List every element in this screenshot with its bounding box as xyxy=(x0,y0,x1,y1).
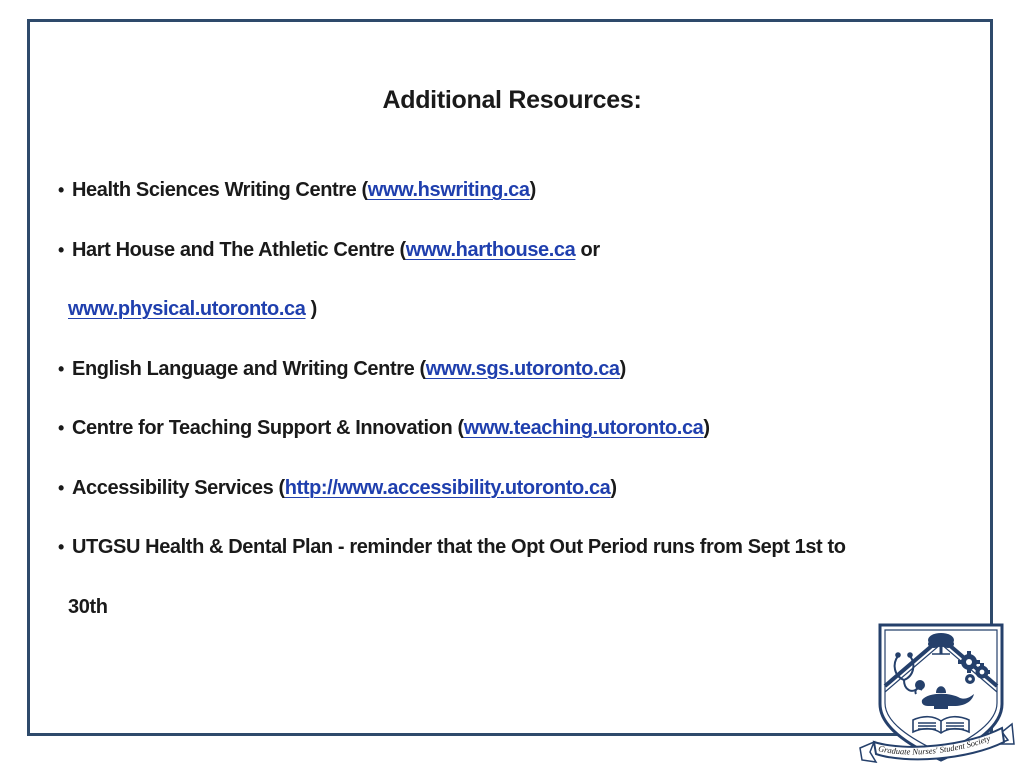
resource-suffix: ) xyxy=(529,179,536,201)
resource-list xyxy=(58,170,846,646)
resource-item-hswriting xyxy=(58,170,846,230)
resource-label: English Language and Writing Centre ( xyxy=(72,357,426,380)
bullet: • xyxy=(58,477,64,498)
society-crest-logo xyxy=(856,620,1016,768)
resource-label: 30th xyxy=(68,595,108,618)
resource-suffix: ) xyxy=(610,476,617,499)
resource-item-harthouse xyxy=(58,230,846,290)
resource-suffix: ) xyxy=(619,357,626,380)
bullet: • xyxy=(58,358,64,379)
resource-label: UTGSU Health & Dental Plan - reminder that the Opt Out Period runs from Sept 1st to xyxy=(72,536,846,558)
resource-suffix: ) xyxy=(703,417,710,439)
bullet: • xyxy=(58,239,64,260)
resource-label: Accessibility Services ( xyxy=(72,476,285,499)
resource-item-ctsi xyxy=(58,408,846,468)
resource-item-physical xyxy=(58,289,846,349)
resource-label: Hart House and The Athletic Centre ( xyxy=(72,238,406,261)
resource-label: Centre for Teaching Support & Innovation ( xyxy=(72,417,464,439)
resource-item-accessibility xyxy=(58,468,846,528)
resource-suffix: ) xyxy=(305,298,317,320)
teaching-link[interactable]: www.teaching.utoronto.ca xyxy=(463,417,704,439)
physical-link[interactable]: www.physical.utoronto.ca xyxy=(68,298,306,320)
resource-item-utgsu xyxy=(58,527,846,587)
bullet: • xyxy=(58,537,64,557)
bullet: • xyxy=(58,180,64,200)
resource-item-utgsu-cont xyxy=(58,587,846,647)
harthouse-link[interactable]: www.harthouse.ca xyxy=(405,238,576,261)
hswriting-link[interactable]: www.hswriting.ca xyxy=(367,179,530,201)
resource-suffix: or xyxy=(575,238,600,261)
accessibility-link[interactable]: http://www.accessibility.utoronto.ca xyxy=(284,476,611,499)
banner-text: Graduate Nurses' Student Society xyxy=(877,732,992,757)
slide-title: Additional Resources: xyxy=(382,86,642,114)
resource-item-ellwc xyxy=(58,349,846,409)
bullet: • xyxy=(58,418,64,438)
sgs-link[interactable]: www.sgs.utoronto.ca xyxy=(425,357,620,380)
resource-label: Health Sciences Writing Centre ( xyxy=(72,179,368,201)
